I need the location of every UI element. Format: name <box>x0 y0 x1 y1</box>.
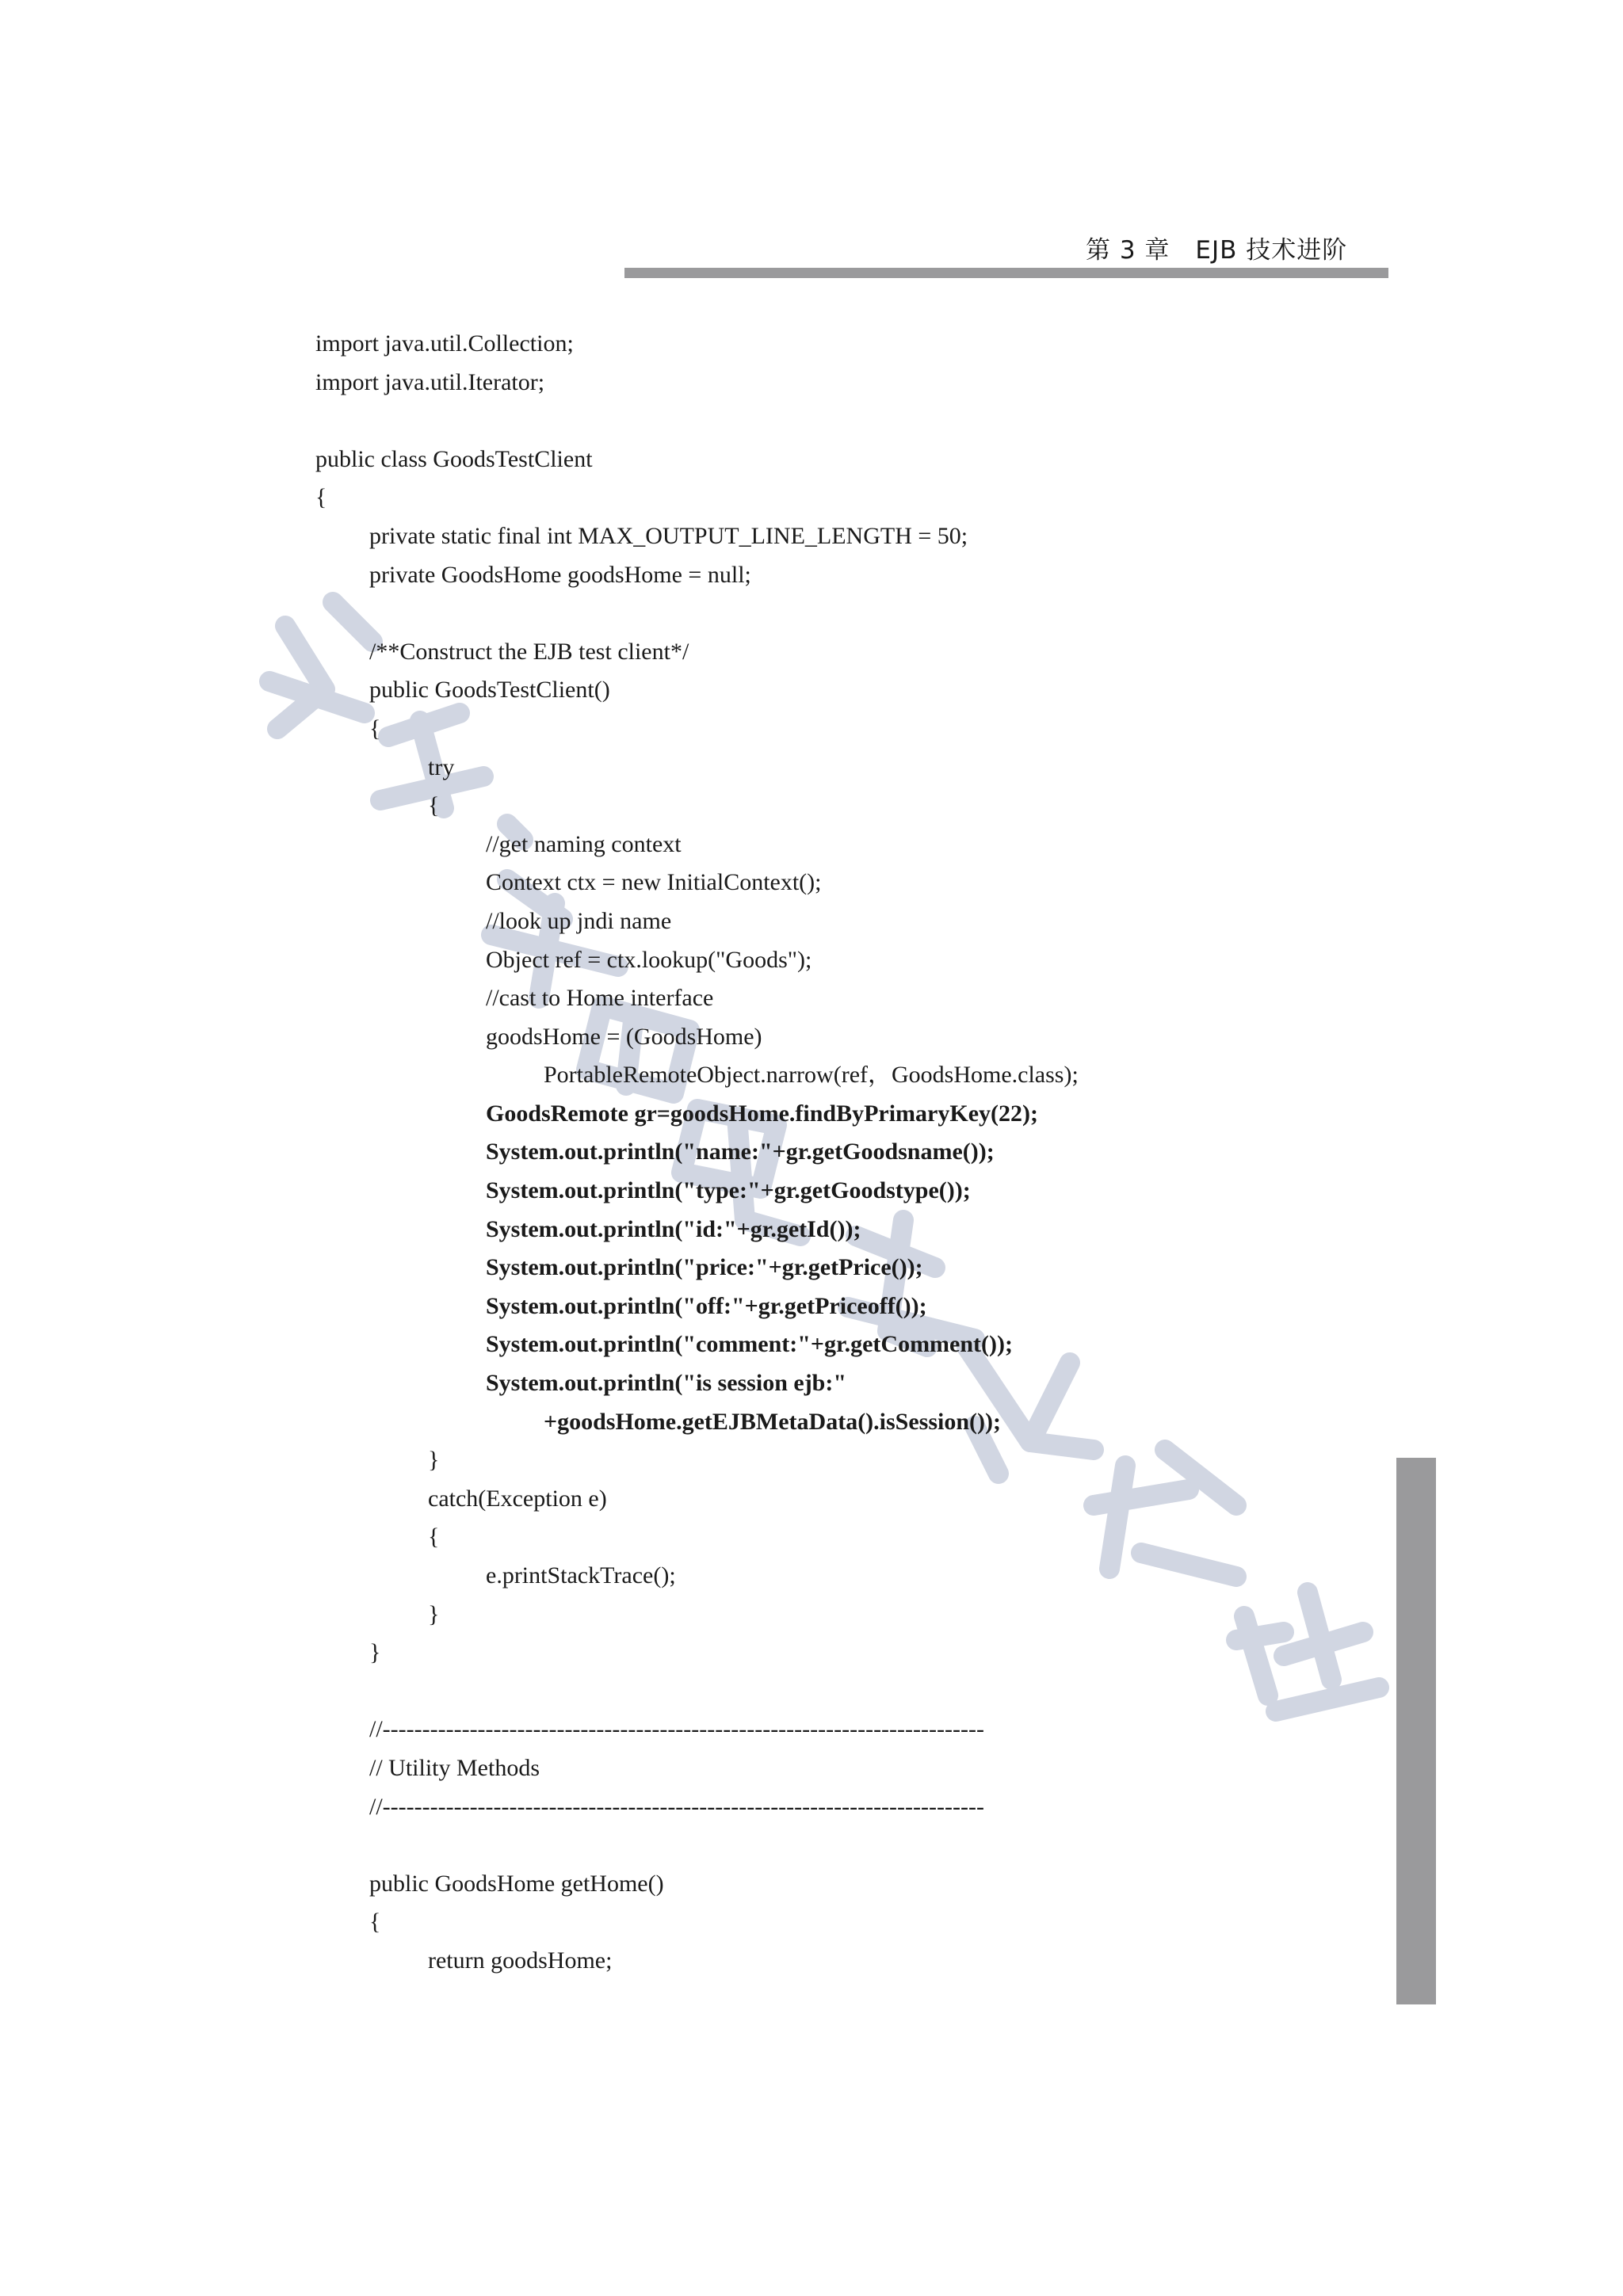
header-rule <box>624 268 1388 278</box>
code-line: { <box>369 1909 381 1936</box>
code-line <box>315 594 1425 633</box>
code-line: //get naming context <box>486 830 682 857</box>
code-line: System.out.println("id:"+gr.getId()); <box>486 1215 861 1242</box>
code-line: public class GoodsTestClient <box>315 445 593 472</box>
code-line: System.out.println("price:"+gr.getPrice()); <box>486 1254 923 1281</box>
code-line: // Utility Methods <box>369 1754 540 1781</box>
code-line: Object ref = ctx.lookup("Goods"); <box>486 946 812 973</box>
code-line: e.printStackTrace(); <box>486 1562 676 1589</box>
code-line: Context ctx = new InitialContext(); <box>486 869 822 896</box>
code-line: private GoodsHome goodsHome = null; <box>369 561 751 588</box>
code-line <box>315 402 1425 441</box>
code-line: //look up jndi name <box>486 907 672 934</box>
code-listing <box>315 325 1425 1981</box>
code-line: +goodsHome.getEJBMetaData().isSession()); <box>544 1408 1002 1435</box>
code-line: //---------------------------------------------------------------------------- <box>369 1793 984 1820</box>
code-line: /**Construct the EJB test client*/ <box>369 638 689 665</box>
code-line: } <box>369 1639 381 1666</box>
chapter-header: 第 3 章 EJB 技术进阶 <box>1086 236 1348 265</box>
code-line: System.out.println("type:"+gr.getGoodstype()); <box>486 1177 971 1204</box>
code-line: public GoodsTestClient() <box>369 677 610 704</box>
code-line: } <box>428 1447 440 1474</box>
code-line: } <box>428 1600 440 1627</box>
code-line: public GoodsHome getHome() <box>369 1870 664 1897</box>
code-line: { <box>369 715 381 742</box>
code-line: PortableRemoteObject.narrow(ref，GoodsHome.class); <box>544 1062 1079 1089</box>
code-line: { <box>428 792 440 819</box>
code-line: import java.util.Iterator; <box>315 368 545 395</box>
code-line: { <box>315 484 327 511</box>
code-line: try <box>428 753 455 780</box>
code-line <box>315 1672 1425 1711</box>
code-line: System.out.println("off:"+gr.getPriceoff()); <box>486 1292 927 1319</box>
code-line: System.out.println("is session ejb:" <box>486 1370 847 1397</box>
code-line: import java.util.Collection; <box>315 330 574 357</box>
code-line: private static final int MAX_OUTPUT_LINE_LENGTH = 50; <box>369 522 968 549</box>
code-line <box>315 1826 1425 1865</box>
code-line: //cast to Home interface <box>486 985 714 1012</box>
code-line: System.out.println("name:"+gr.getGoodsname()); <box>486 1138 995 1165</box>
code-line: catch(Exception e) <box>428 1485 607 1512</box>
code-line: return goodsHome; <box>428 1947 613 1974</box>
code-line: //---------------------------------------------------------------------------- <box>369 1716 984 1743</box>
code-line: { <box>428 1524 440 1550</box>
code-line: System.out.println("comment:"+gr.getComment()); <box>486 1331 1013 1358</box>
code-line: goodsHome = (GoodsHome) <box>486 1023 762 1050</box>
code-line: GoodsRemote gr=goodsHome.findByPrimaryKey(22); <box>486 1100 1038 1127</box>
